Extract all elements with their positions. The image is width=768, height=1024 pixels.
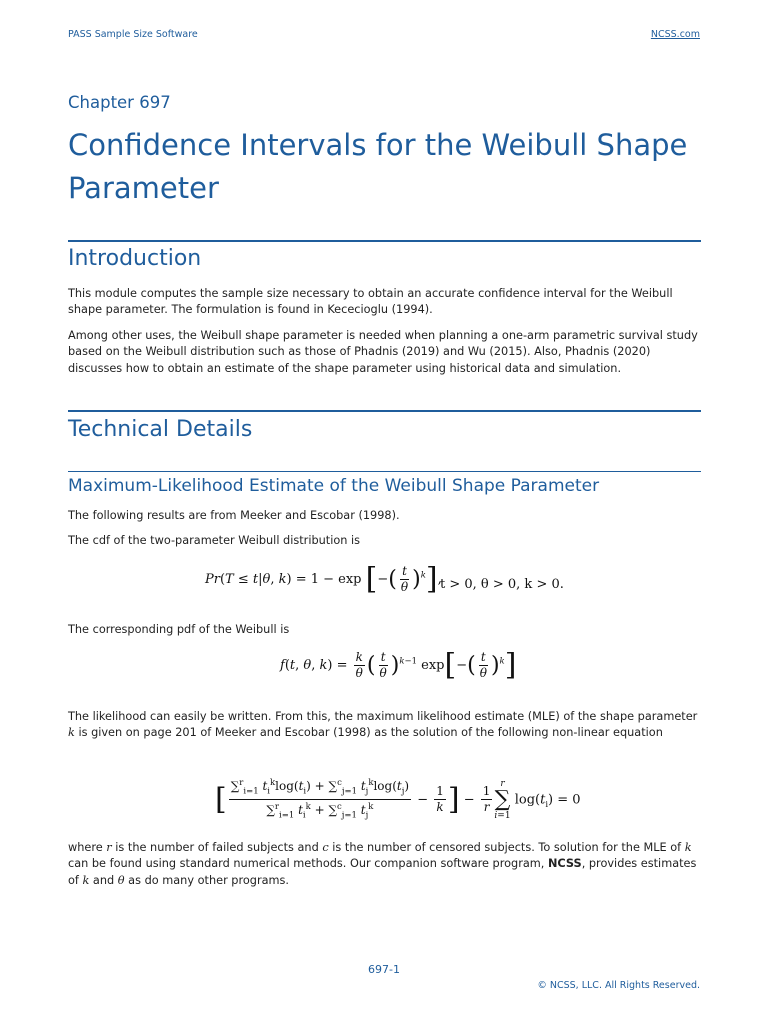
p4-text-a: The likelihood can easily be written. From this, the maximum likelihood estimate (MLE) of the shape parameter: [68, 710, 698, 723]
mle-paragraph-5: [68, 840, 702, 889]
p5-var-k: k: [684, 841, 692, 854]
p5-text-b: is the number of failed subjects and: [111, 841, 323, 854]
header-website-link[interactable]: NCSS.com: [650, 29, 700, 40]
intro-paragraph-1: This module computes the sample size necessary to obtain an accurate confidence interval for the Weibull shape parameter. The formulation is found in Kececioglu (1994).: [68, 287, 673, 317]
chapter-label: Chapter 697: [68, 93, 171, 112]
page-number: 697-1: [368, 963, 400, 976]
heading-mle: Maximum-Likelihood Estimate of the Weibull Shape Parameter: [68, 476, 600, 496]
p4-text-b: is given on page 201 of Meeker and Escobar (1998) as the solution of the following non-linear equation: [74, 726, 663, 740]
p5-text-e: , provides estimates of: [68, 857, 697, 887]
page-title: Confidence Intervals for the Weibull Shape Parameter: [68, 128, 688, 205]
subsection-divider: [68, 471, 701, 472]
p5-var-k2: k: [82, 873, 90, 887]
mle-paragraph-2: The cdf of the two-parameter Weibull distribution is: [68, 534, 361, 547]
intro-paragraph-2: Among other uses, the Weibull shape parameter is needed when planning a one-arm parametric survival study based on the Weibull distribution such as those of Phadnis (2019) and Wu (2015). Also, Phadnis (2020) discusses how to obtain an estimate of the shape parameter using historical data and simulation.: [68, 329, 698, 375]
heading-introduction: Introduction: [68, 246, 202, 271]
p5-text-f: and: [89, 873, 118, 887]
mle-paragraph-1: The following results are from Meeker and Escobar (1998).: [68, 509, 400, 522]
equation-pdf: f(t, θ, k) = $\frac{k}{\theta}$ ( $\frac{t}{\theta}$ )$^{k-1}$ exp[−( $\frac{t}{\theta}$ )$^k$]: [280, 647, 517, 683]
header-product-name: PASS Sample Size Software: [68, 29, 198, 40]
p5-text-g: as do many other programs.: [124, 873, 290, 887]
p4-var-k: k: [68, 726, 75, 740]
heading-technical-details: Technical Details: [68, 417, 253, 442]
p5-text-a: where: [68, 841, 107, 854]
equation-mle: [ $\frac{\sum^r_{i=1} t_i^k\log(t_i) + \sum^c_{j=1} t_j^k\log(t_j)}{\sum^r_{i=1} t_i^k + \sum^c_{j=1} t_j^k}$ − $\frac{1}{k}$ ] − $\frac{1}{r}$ r ∑ i=1 $\log(t_i) = 0$: [215, 778, 581, 821]
p5-var-theta: θ: [117, 873, 125, 887]
p5-var-r: r: [106, 841, 112, 854]
p5-text-d: can be found using standard numerical methods. Our companion software program,: [68, 857, 548, 871]
p5-var-c: c: [322, 841, 329, 854]
equation-cdf-condition: t > 0, θ > 0, k > 0.: [440, 577, 564, 592]
section-divider: [68, 410, 701, 412]
equation-cdf: Pr(T ≤ t|θ, k) = 1 − exp [−( $\frac{t}{\theta}$ )$^k$],: [205, 561, 442, 597]
p5-ncss: NCSS: [547, 857, 582, 871]
section-divider: [68, 240, 701, 242]
copyright-notice: © NCSS, LLC. All Rights Reserved.: [537, 980, 700, 991]
p5-text-c: is the number of censored subjects. To solution for the MLE of: [328, 841, 685, 854]
mle-paragraph-4: [68, 709, 702, 742]
mle-paragraph-3: The corresponding pdf of the Weibull is: [68, 623, 290, 636]
